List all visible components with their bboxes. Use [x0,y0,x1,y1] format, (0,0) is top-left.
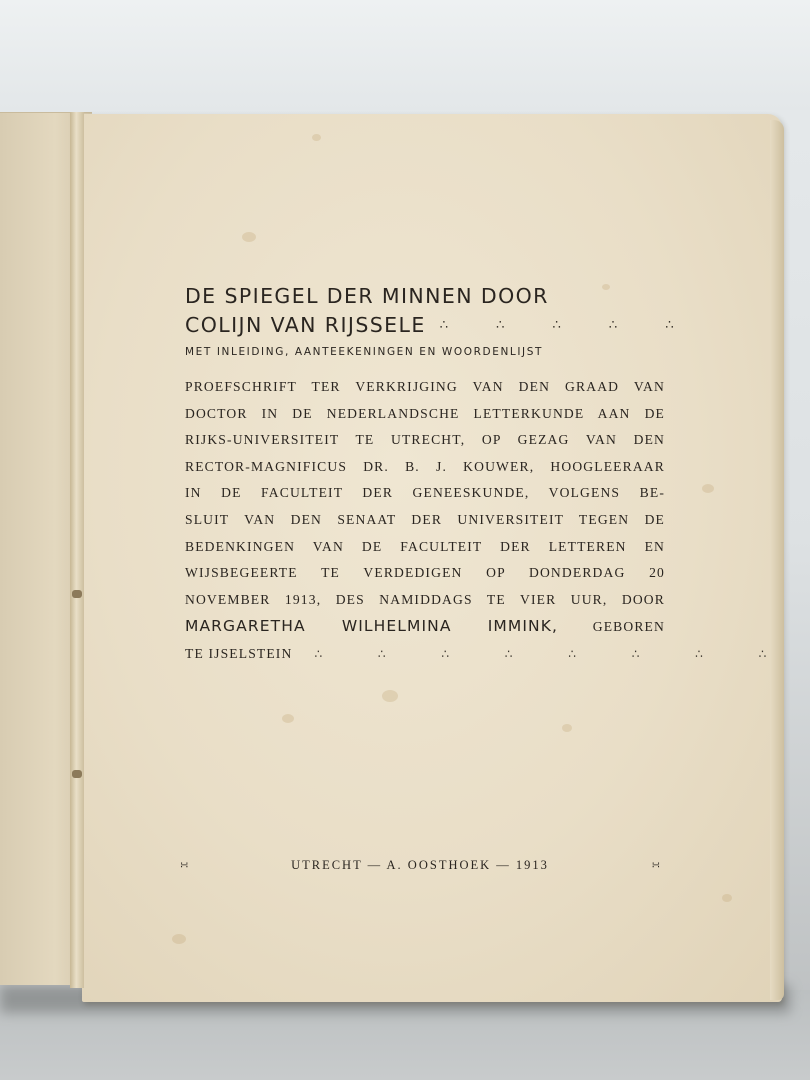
page-edge [770,120,784,1000]
author-name: MARGARETHA WILHELMINA IMMINK, [185,617,559,636]
title-line-2 [185,311,696,340]
imprint-footer [180,858,660,873]
binding-stitch [72,590,82,598]
background-wall [0,0,810,110]
book-gutter [70,112,84,988]
body-line: PROEFSCHRIFT TER VERKRIJGING VAN DEN GRAAD VAN [185,379,665,394]
subtitle: MET INLEIDING, AANTEEKENINGEN EN WOORDENLIJST [185,346,544,358]
title-page-text [185,282,793,668]
title-line-1: DE SPIEGEL DER MINNEN DOOR [185,284,549,308]
ornament-dots: ∴ ∴ ∴ ∴ ∴ ∴ ∴ ∴ [314,646,793,661]
body-line: RECTOR-MAGNIFICUS DR. B. J. KOUWER, HOOGLEERAAR [185,458,665,474]
body-line: WIJSBEGEERTE TE VERDEDIGEN OP DONDERDAG 20 [185,565,665,581]
body-line: BEDENKINGEN VAN DE FACULTEIT DER LETTEREN EN [185,538,665,554]
imprint: UTRECHT — A. OOSTHOEK — 1913 [291,858,549,872]
ornament-left: ∺ [180,860,189,871]
ornament-right: ∺ [651,860,660,871]
author-original: COLIJN VAN RIJSSELE [185,313,426,337]
birthplace: TE IJSELSTEIN [185,645,293,661]
birthplace-line [185,641,793,668]
body-line: IN DE FACULTEIT DER GENEESKUNDE, VOLGENS BE- [185,485,665,501]
author-line [185,613,665,641]
body-line: SLUIT VAN DEN SENAAT DER UNIVERSITEIT TEGEN DE [185,511,665,527]
body-line: RIJKS-UNIVERSITEIT TE UTRECHT, OP GEZAG VAN DEN [185,432,665,448]
binding-stitch [72,770,82,778]
body-line: DOCTOR IN DE NEDERLANDSCHE LETTERKUNDE AAN DE [185,405,665,421]
body-line: NOVEMBER 1913, DES NAMIDDAGS TE VIER UUR, DOOR [185,591,665,607]
ornament-dots: ∴ ∴ ∴ ∴ ∴ [439,318,696,333]
born-label: GEBOREN [592,619,665,635]
